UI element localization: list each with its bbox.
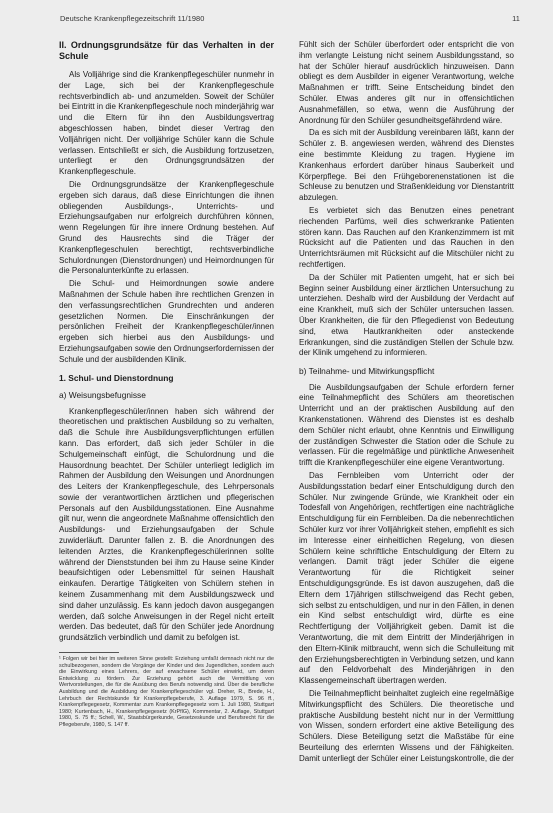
running-title: Deutsche Krankenpflegezeitschrift 11/1980: [60, 14, 205, 23]
running-header: [60, 14, 520, 23]
paragraph: Als Volljährige sind die Krankenpflegeschüler nunmehr in der Lage, sich bei der Krankenpflegeschule rechtsverbindlich ab- und anzumelden. Soweit der Schüler bei Eintritt in die Krankenpflegeschule noch minderjährig war und die Eltern für ihn den Ausbildungsvertrag abgeschlossen haben, bindet dieser Vertrag den Volljährigen nicht. Der volljährige Schüler kann die Schule verlassen. Entschließt er sich, die Ausbildung fortzusetzen, unterliegt er den Ordnungsgrundsätzen der Krankenpflegeschule.: [59, 70, 274, 177]
paragraph: Die Ordnungsgrundsätze der Krankenpflegeschule ergeben sich daraus, daß diese Einrichtungen die ihnen obliegenden Ausbildungs-, Unterrichts- und Erziehungsaufgaben nur erfolgreich durchführen können, wenn Regelungen für ihre innere Ordnung bestehen. Auf Grund des Hausrechts sind die Träger der Krankenpflegeschulen berechtigt, rechtsverbindliche Schulordnungen (Dienstordnungen) und Heimordnungen für die Personalunterkünfte zu erlassen.: [59, 179, 274, 276]
footnote-divider: [59, 652, 119, 653]
paragraph: Die Schul- und Heimordnungen sowie andere Maßnahmen der Schule haben ihre rechtlichen Grenzen in den verfassungsrechtlichen Grundrechten und anderen gesetzlichen Normen. Die Einschränkungen der persönlichen Freiheit der Krankenpflegeschüler/innen ergeben sich hierbei aus den Ausbildungs- und Erziehungsaufgaben sowie den Ordnungserfordernissen der Schule und der ausbildenden Klinik.: [59, 279, 274, 364]
paragraph: Die Teilnahmepflicht beinhaltet zugleich eine regelmäßige Mitwirkungspflicht des Schülers. Die theoretische und praktische Ausbildung besteht nicht nur in der Vermittlung von Wissen, sondern erfordert eine aktive Beteiligung des Schülers. Diese Beteiligung setzt die Maßstäbe für eine Beurteilung des erlernten Wissens und der Fähigkeiten. Damit unterliegt der Schüler einer Leistungskontrolle, die der: [299, 688, 514, 763]
paragraph: Die Ausbildungsaufgaben der Schule erfordern ferner eine Teilnahmepflicht des Schülers am theoretischen Unterricht und an der praktischen Ausbildung auf den Krankenstationen. Während des Dienstes ist es deshalb dem Schüler nicht erlaubt, ohne Kenntnis und Einwilligung der zuständigen Schwester die Station oder die Schule zu verlassen. Für die regelmäßige und pünktliche Anwesenheit trifft die Krankenpflegeschüler eine eigene Verantwortung.: [299, 382, 514, 468]
paragraph: Das Fernbleiben vom Unterricht oder der Ausbildungsstation bedarf einer Entschuldigung durch den Schüler. Nur zwingende Gründe, wie Krankheit oder ein Todesfall von Angehörigen, rechtfertigen eine nachträgliche Entschuldigung für ein Fernbleiben. Da die nebenrechtlichen Schüler kurz vor ihrer Volljährigkeit stehen, empfiehlt es sich im Interesse einer einheitlichen Regelung, von diesen Schülern keine schriftliche Entschuldigung der Eltern zu verlangen. Damit trägt jeder Schüler die eigene Verantwortung für die Richtigkeit seiner Entschuldigungsgründe. Es ist davon auszugehen, daß die Eltern dem 17jährigen stillschweigend das Recht geben, sich selbst zu entschuldigen, und nur in den Fällen, in denen ein Kind selbst entschuldigt wird, dürfte es eine Rechtfertigung der Volljährigkeit geben. Damit ist die Verantwortung, die mit dem Eintritt der Minderjährigen in den Eltern-Klinik mitbraucht, wenn sich die Schulleitung mit den Erziehungsberechtigten in Verbindung setzen, und kann auf den Feldvorbehalt des Minderjährigen in den Klassengemeinschaft übertragen werden.: [299, 470, 514, 686]
paragraph: Krankenpflegeschüler/innen haben sich während der theoretischen und praktischen Ausbildung so zu verhalten, daß die Schule ihre Ausbildungsverpflichtungen erfüllen kann. Das erfordert, daß sich jeder Schüler in die Schulgemeinschaft einfügt, die Schulordnung und die Hausordnung beachtet. Der Schüler unterliegt lediglich im Rahmen der Ausbildung den Weisungen und Anordnungen des Leiters der Krankenpflegeschule, des Lehrpersonals sowie der verantwortlichen ärztlichen und pflegerischen Personals auf den Ausbildungsstationen. Eine Ausnahme gilt nur, wenn die angeordnete Maßnahme offensichtlich den Ausbildungs- und Erziehungsaufgaben der Schule zuwiderläuft. Darunter fallen z. B. die Anordnungen des leitenden Arztes, die Krankenpflegeschülerinnen sollte während der Dienststunden bei ihm zu Hause seine Kinder beaufsichtigen oder Lebensmittel für seinen Haushalt einkaufen. Derartige Tätigkeiten von Schülern stehen in keinem Zusammenhang mit dem Ausbildungszweck und sind daher unzulässig. Es kann jedoch davon ausgegangen werden, daß solche Anweisungen in der Regel nicht erteilt werden. Das bedeutet, daß für den Schüler jede Anordnung grundsätzlich verbindlich und damit zu befolgen ist.: [59, 406, 274, 643]
page-number: 11: [512, 14, 520, 23]
paragraph: Da es sich mit der Ausbildung vereinbaren läßt, kann der Schüler z. B. angewiesen werden, während des Dienstes eine bestimmte Kleidung zu tragen. Hygiene im Krankenhaus erfordert darüber hinaus Sauberkeit und Körperpflege. Bei den Frühgeborenenstationen ist die Schleuse zu benutzen und Straßenkleidung vor Dienstantritt abzulegen.: [299, 128, 514, 203]
right-column: [299, 40, 514, 767]
sub-subsection-heading: b) Teilnahme- und Mitwirkungspflicht: [299, 366, 435, 377]
paragraph: Es verbietet sich das Benutzen eines penetrant riechenden Parfüms, weil dies schwerkranke Patienten stören kann. Das Rauchen auf den Krankenzimmern ist mit Rücksicht auf die Patienten und das Rauchen in den Unterrichtsräumen mit Rücksicht auf die Mitschüler nicht zu rechtfertigen.: [299, 205, 514, 269]
left-column: [59, 40, 274, 729]
footnote: ¹ Folgen wir bei hier im weiteren Sinne gestellt: Erziehung umfaßt demnach nicht nur die schulbezogenen, sondern die Vorgänge der Kinder und des Jugendlichen, sondern auch die Einwirkung eines Lehrers, der auf erwachsene Schüler einwirkt, um deren Entwicklung zu fördern. Zur Erziehung gehört auch die Vermittlung von Wertvorstellungen, die für die Ausübung des Berufs notwendig sind. Über die berufliche Ausbildung und die Ausbildung der Krankenpflegeschüler vgl. Dreher, R., Brede, H., Lehrbuch der Rechtskunde für Krankenpflegeberufe, 3. Auflage 1979, S. 96 ff., Krankenpflegegesetz, Kommentar zum Krankenpflegegesetz vom 1. Juli 1980, Stuttgart 1980; Kurtenbach, H., Krankenpflegegesetz (KrPflG), Kommentar, 2. Auflage, Stuttgart 1980, S. 75 ff.; Schell, W., Staatsbürgerkunde, Gesetzeskunde und Berufsrecht für die Pflegeberufe, 1980, S. 147 ff.: [59, 656, 274, 728]
subsection-heading: 1. Schul- und Dienstordnung: [59, 372, 174, 383]
paragraph: Fühlt sich der Schüler überfordert oder entspricht die von ihm verlangte Leistung nicht seinem Ausbildungsstand, so hat der Schüler hierauf ausdrücklich hinzuweisen. Dann obliegt es dem Ausbilder in eigener Verantwortung, welche Maßnahmen er trifft. Seine Entscheidung bindet den Schüler. Etwas anderes gilt nur in offensichtlichen Ausnahmefällen, so etwa, wenn die Ausführung der Anordnung für den Schüler gesundheitsgefährdend wäre.: [299, 40, 514, 125]
sub-subsection-heading: a) Weisungsbefugnisse: [59, 390, 146, 401]
paragraph: Da der Schüler mit Patienten umgeht, hat er sich bei Beginn seiner Ausbildung einer ärztlichen Untersuchung zu unterziehen. Deshalb wird der Ausbildung der Verdacht auf eine Krankheit, muß sich der Schüler untersuchen lassen. Über Krankheiten, die für den Pflegedienst von Bedeutung sind, etwa Hautkrankheiten oder ansteckende Erkrankungen, sind die zuständigen Stellen der Schule bzw. der Klinik umgehend zu informieren.: [299, 272, 514, 358]
section-heading: II. Ordnungsgrundsätze für das Verhalten in der Schule: [59, 40, 274, 61]
